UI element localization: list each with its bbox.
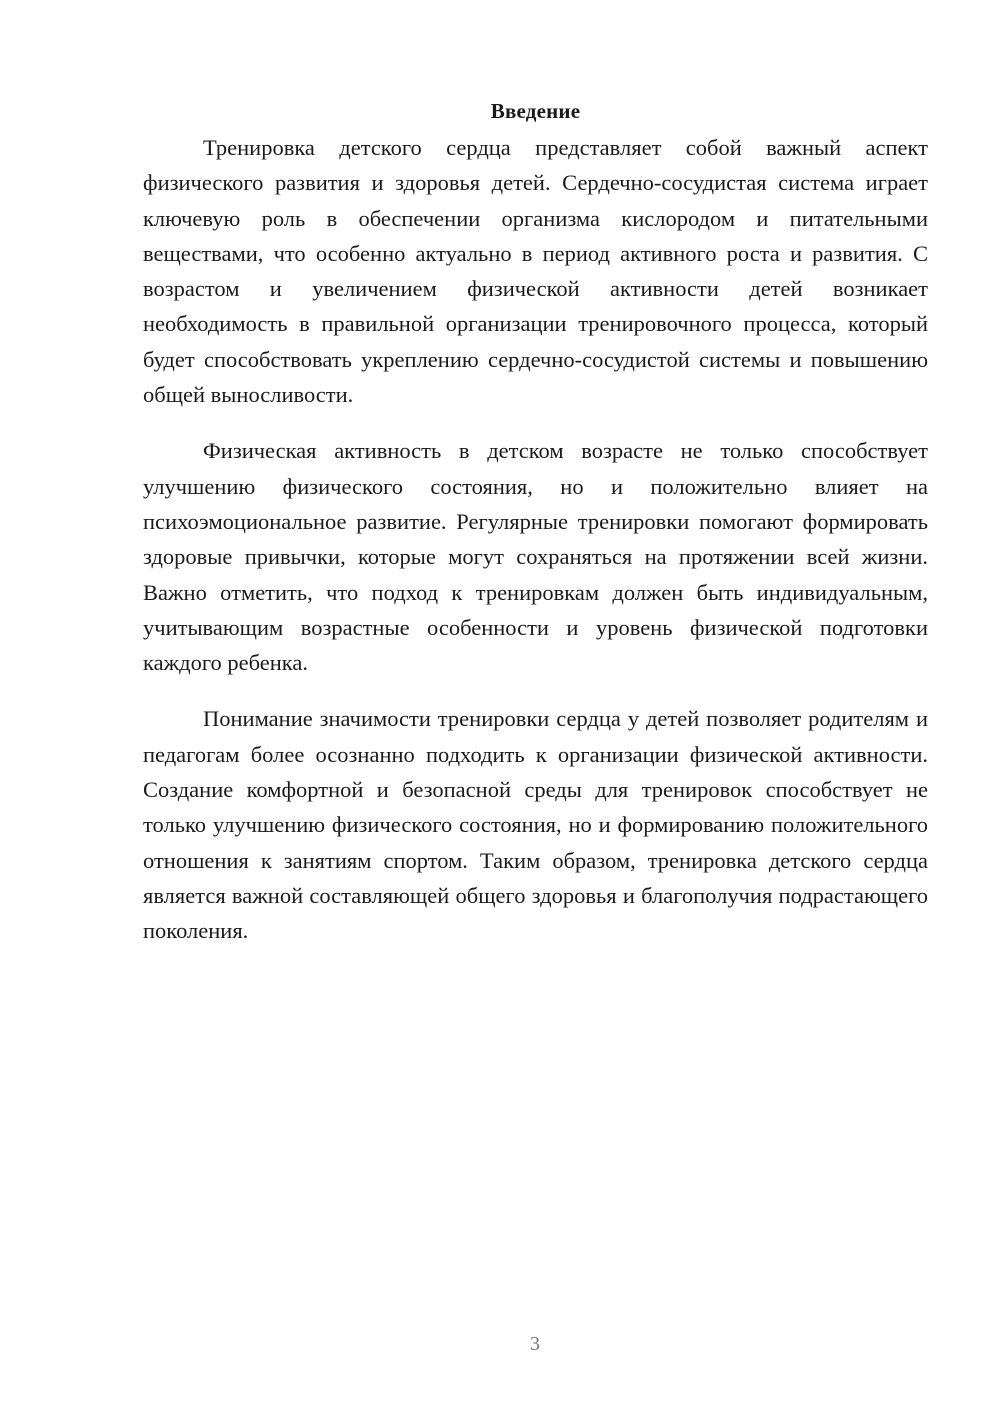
paragraph-1: Тренировка детского сердца представляет собой важный аспект физического развития и здоровья детей. Сердечно-сосудистая система играет ключевую роль в обеспечении организма кислородом и питательными веществами, что особенно актуально в период активного роста и развития. С возрастом и увеличением физической активности детей возникает необходимость в правильной организации тренировочного процесса, который будет способствовать укреплению сердечно-сосудистой системы и повышению общей выносливости. (143, 135, 928, 408)
page-number: 3 (530, 1333, 540, 1355)
paragraph-3: Понимание значимости тренировки сердца у детей позволяет родителям и педагогам более осознанно подходить к организации физической активности. Создание комфортной и безопасной среды для тренировок способствует не только улучшению физического состояния, но и формированию положительного отношения к занятиям спортом. Таким образом, тренировка детского сердца является важной составляющей общего здоровья и благополучия подрастающего поколения. (143, 706, 928, 944)
section-heading: Введение (490, 99, 581, 123)
page-content (143, 96, 928, 970)
paragraph-2: Физическая активность в детском возрасте не только способствует улучшению физического состояния, но и положительно влияет на психоэмоциональное развитие. Регулярные тренировки помогают формировать здоровые привычки, которые могут сохраняться на протяжении всей жизни. Важно отметить, что подход к тренировкам должен быть индивидуальным, учитывающим возрастные особенности и уровень физической подготовки каждого ребенка. (143, 438, 928, 676)
